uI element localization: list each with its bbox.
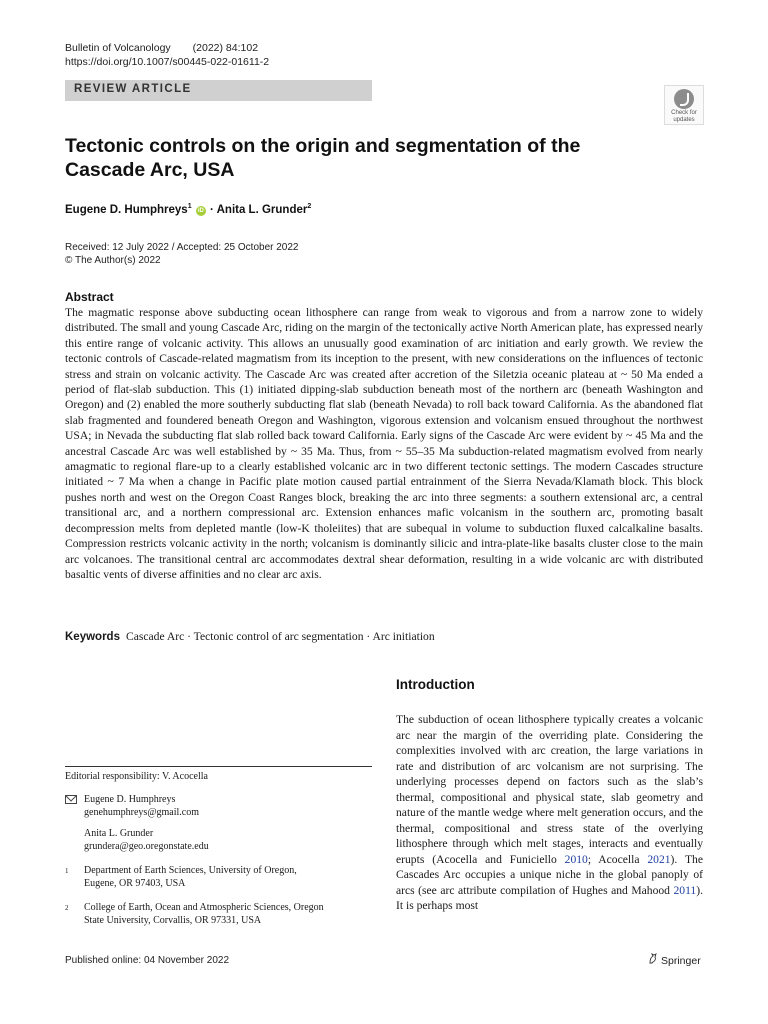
intro-text-segment: ). It is perhaps most (396, 883, 703, 912)
article-type-bar (65, 80, 372, 101)
check-for-updates-badge[interactable] (664, 85, 704, 125)
affiliation-number: 1 (65, 867, 69, 875)
citation-link[interactable]: 2021 (647, 852, 671, 866)
publisher-logo (648, 953, 701, 967)
journal-header (65, 41, 280, 69)
springer-horse-icon (648, 953, 658, 967)
author-name[interactable]: Eugene D. Humphreys (65, 203, 188, 216)
contact-email[interactable]: grundera@geo.oregonstate.edu (84, 840, 209, 852)
contact-name: Eugene D. Humphreys (84, 794, 176, 805)
contact-name: Anita L. Grunder (84, 828, 154, 839)
introduction-heading: Introduction (396, 677, 475, 692)
orcid-icon[interactable]: iD (197, 207, 204, 214)
journal-name: Bulletin of Volcanology (65, 42, 171, 54)
abstract-text: The magmatic response above subducting ocean lithosphere can range from weak to vigorous and from a narrow zone to widely distributed. The small and young Cascade Arc, riding on the margin of the tectonically active North American plate, has expressed nearly this entire range of volcanic activity. This allows an unusually good examination of arc initiation and early growth. We review the tectonic controls of Cascade-related magmatism from its inception to the present, with new considerations on the influences of tectonic stress and strain on volcanic activity. The Cascade Arc was created after accretion of the Siletzia oceanic plateau at ~ 50 Ma ended a period of flat-slab subduction. This (1) initiated dipping-slab subduction beneath most of the northern arc (beneath Washington and Oregon) and (2) enabled the more southerly subducting flat slab (beneath Nevada) to roll back toward California. As the abandoned flat slab fragmented and foundered beneath Oregon and Washington, vigorous extension and volcanism ensued throughout the northwest USA; in Nevada the subducting flat slab rolled back toward California. Early signs of the Cascade Arc were evident by ~ 45 Ma and the ancestral Cascade Arc was well established by ~ 35 Ma. Thus, from ~ 55–35 Ma subduction-related magmatism evolved from nearly amagmatic to regional flare-up to a clearly established volcanic arc in two different tectonic settings. The modern Cascades structure initiated ~ 7 Ma when a change in Pacific plate motion caused partial entrainment of the Sierra Nevada/Klamath block. This block pushes north and west on the Oregon Coast Ranges block, breaking the arc into three segments: a southern extensional arc, a central transitional arc, and a northern compressional arc. Extension enhances mafic volcanism in the southern arc, promoting basalt decompression melts from depleted mantle (low-K tholeiites) that are subequal in volume to subduction fluxed calcalkaline basalts. Compression restricts volcanic activity in the north; volcanism is dominantly silicic and intra-plate-like basalts cluster close to the main arc volcanoes. The transitional central arc accommodates dextral shear deformation, resulting in a wide volcanic arc with distributed basaltic vents of diverse affinities and no clear arc axis. (65, 306, 703, 581)
article-type-label: REVIEW ARTICLE (74, 83, 192, 95)
abstract-heading: Abstract (65, 290, 114, 304)
affiliation-line: Eugene, OR 97403, USA (84, 877, 186, 889)
received-accepted-dates: Received: 12 July 2022 / Accepted: 25 October 2022 (65, 242, 299, 253)
keywords-label: Keywords (65, 631, 120, 643)
corresponding-authors (65, 794, 372, 853)
footnotes (65, 766, 372, 927)
author-separator: · (206, 203, 217, 216)
affiliation-2 (65, 902, 372, 927)
affiliation-line: State University, Corvallis, OR 97331, USA (84, 914, 262, 926)
copyright-notice: © The Author(s) 2022 (65, 255, 161, 266)
editorial-responsibility: Editorial responsibility: V. Acocella (65, 771, 208, 782)
affiliation-number: 2 (65, 904, 69, 912)
intro-text-segment: The subduction of ocean lithosphere typically creates a volcanic arc near the margin of the overriding plate. Considering the complexities involved with arc creation, the large variations in rate and distribution of arc volcanism are not surprising. The underlying processes depend on factors such as the slab’s thermal, compositional and physical state, slab geometry and nature of the mantle wedge where melt generation occurs, and the thermal, compositional and stress state of the overlying lithosphere through which melt stages, interacts and eventually erupts (Acocella and Funiciello (396, 713, 703, 866)
keywords (65, 630, 435, 643)
publisher-name: Springer (661, 955, 701, 967)
author-affiliation-ref: 2 (307, 203, 312, 210)
doi-link[interactable]: https://doi.org/10.1007/s00445-022-01611-2 (65, 56, 270, 68)
intro-text-segment: ; Acocella (587, 852, 648, 866)
article-dates (65, 241, 299, 267)
published-date: Published online: 04 November 2022 (65, 955, 229, 966)
check-updates-line1: Check for (671, 110, 697, 116)
check-updates-icon (674, 89, 694, 109)
author-list (65, 203, 311, 216)
envelope-icon (65, 795, 77, 804)
keywords-list: Cascade Arc · Tectonic control of arc segmentation · Arc initiation (125, 630, 435, 643)
journal-volume: (2022) 84:102 (192, 42, 259, 54)
citation-link[interactable]: 2011 (673, 883, 697, 897)
author-affiliation-ref: 1 (187, 203, 192, 210)
intro-text-segment: ). The Cascades Arc occupies a unique niche in the global panoply of arcs (see arc attribute compilation of Hughes and Mahood (396, 852, 703, 897)
affiliation-line: College of Earth, Ocean and Atmospheric Sciences, Oregon (84, 902, 324, 913)
introduction-text (396, 712, 703, 914)
check-updates-line2: updates (673, 116, 695, 123)
affiliation-1 (65, 865, 372, 890)
contact-email[interactable]: genehumphreys@gmail.com (84, 806, 200, 818)
article-title: Tectonic controls on the origin and segmentation of the Cascade Arc, USA (65, 135, 581, 181)
affiliation-line: Department of Earth Sciences, University of Oregon, (84, 865, 297, 876)
citation-link[interactable]: 2010 (564, 852, 588, 866)
author-name[interactable]: Anita L. Grunder (216, 203, 308, 216)
